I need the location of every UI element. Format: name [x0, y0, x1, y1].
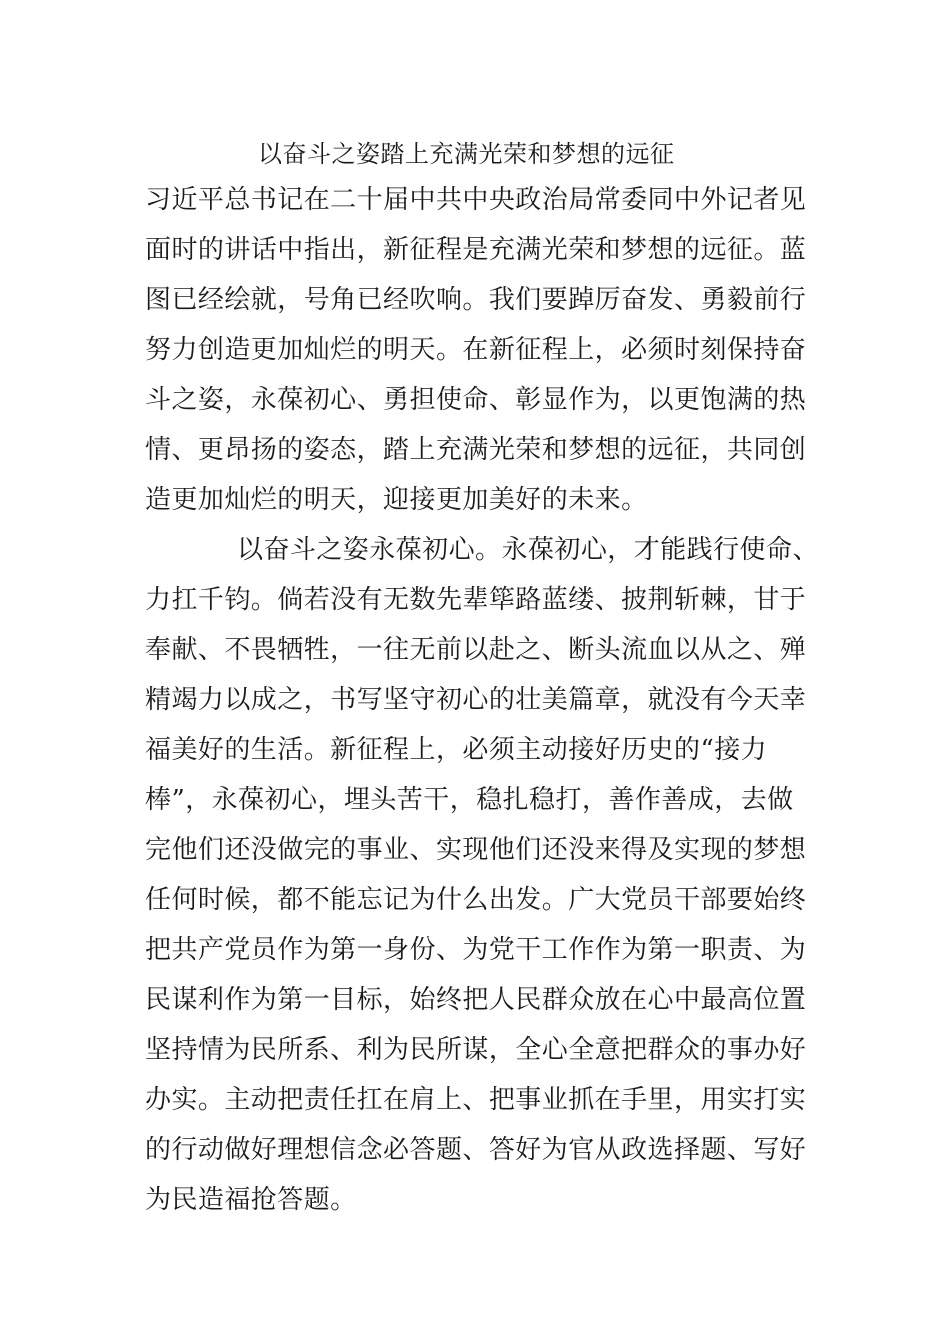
text-line: 习近平总书记在二十届中共中央政治局常委同中外记者见	[145, 185, 807, 215]
text-line: 图已经绘就，号角已经吹响。我们要踔厉奋发、勇毅前行	[145, 285, 807, 315]
text-line: 造更加灿烂的明天，迎接更加美好的未来。	[145, 485, 648, 515]
text-line: 棒”，永葆初心，埋头苦干，稳扎稳打，善作善成，去做	[145, 785, 794, 815]
text-line: 任何时候，都不能忘记为什么出发。广大党员干部要始终	[145, 885, 807, 915]
text-line: 奉献、不畏牺牲，一往无前以赴之、断头流血以从之、殚	[145, 635, 807, 665]
text-line: 办实。主动把责任扛在肩上、把事业抓在手里，用实打实	[145, 1085, 807, 1115]
text-line: 把共产党员作为第一身份、为党干工作作为第一职责、为	[145, 935, 807, 965]
text-line: 面时的讲话中指出，新征程是充满光荣和梦想的远征。蓝	[145, 235, 807, 265]
text-line: 力扛千钧。倘若没有无数先辈筚路蓝缕、披荆斩棘，甘于	[145, 585, 807, 615]
text-line: 以奋斗之姿永葆初心。永葆初心，才能践行使命、	[237, 535, 819, 565]
text-line: 为民造福抢答题。	[145, 1185, 357, 1215]
text-line: 努力创造更加灿烂的明天。在新征程上，必须时刻保持奋	[145, 335, 807, 365]
text-line: 情、更昂扬的姿态，踏上充满光荣和梦想的远征，共同创	[145, 435, 807, 465]
text-line: 的行动做好理想信念必答题、答好为官从政选择题、写好	[145, 1135, 807, 1165]
text-line: 民谋利作为第一目标，始终把人民群众放在心中最高位置	[145, 985, 807, 1015]
text-line: 斗之姿，永葆初心、勇担使命、彰显作为，以更饱满的热	[145, 385, 807, 415]
document-title: 以奋斗之姿踏上充满光荣和梦想的远征	[258, 140, 675, 168]
text-line: 精竭力以成之，书写坚守初心的壮美篇章，就没有今天幸	[145, 685, 807, 715]
text-line: 完他们还没做完的事业、实现他们还没来得及实现的梦想	[145, 835, 807, 865]
text-line: 福美好的生活。新征程上，必须主动接好历史的“接力	[145, 735, 768, 765]
text-line: 坚持情为民所系、利为民所谋，全心全意把群众的事办好	[145, 1035, 807, 1065]
